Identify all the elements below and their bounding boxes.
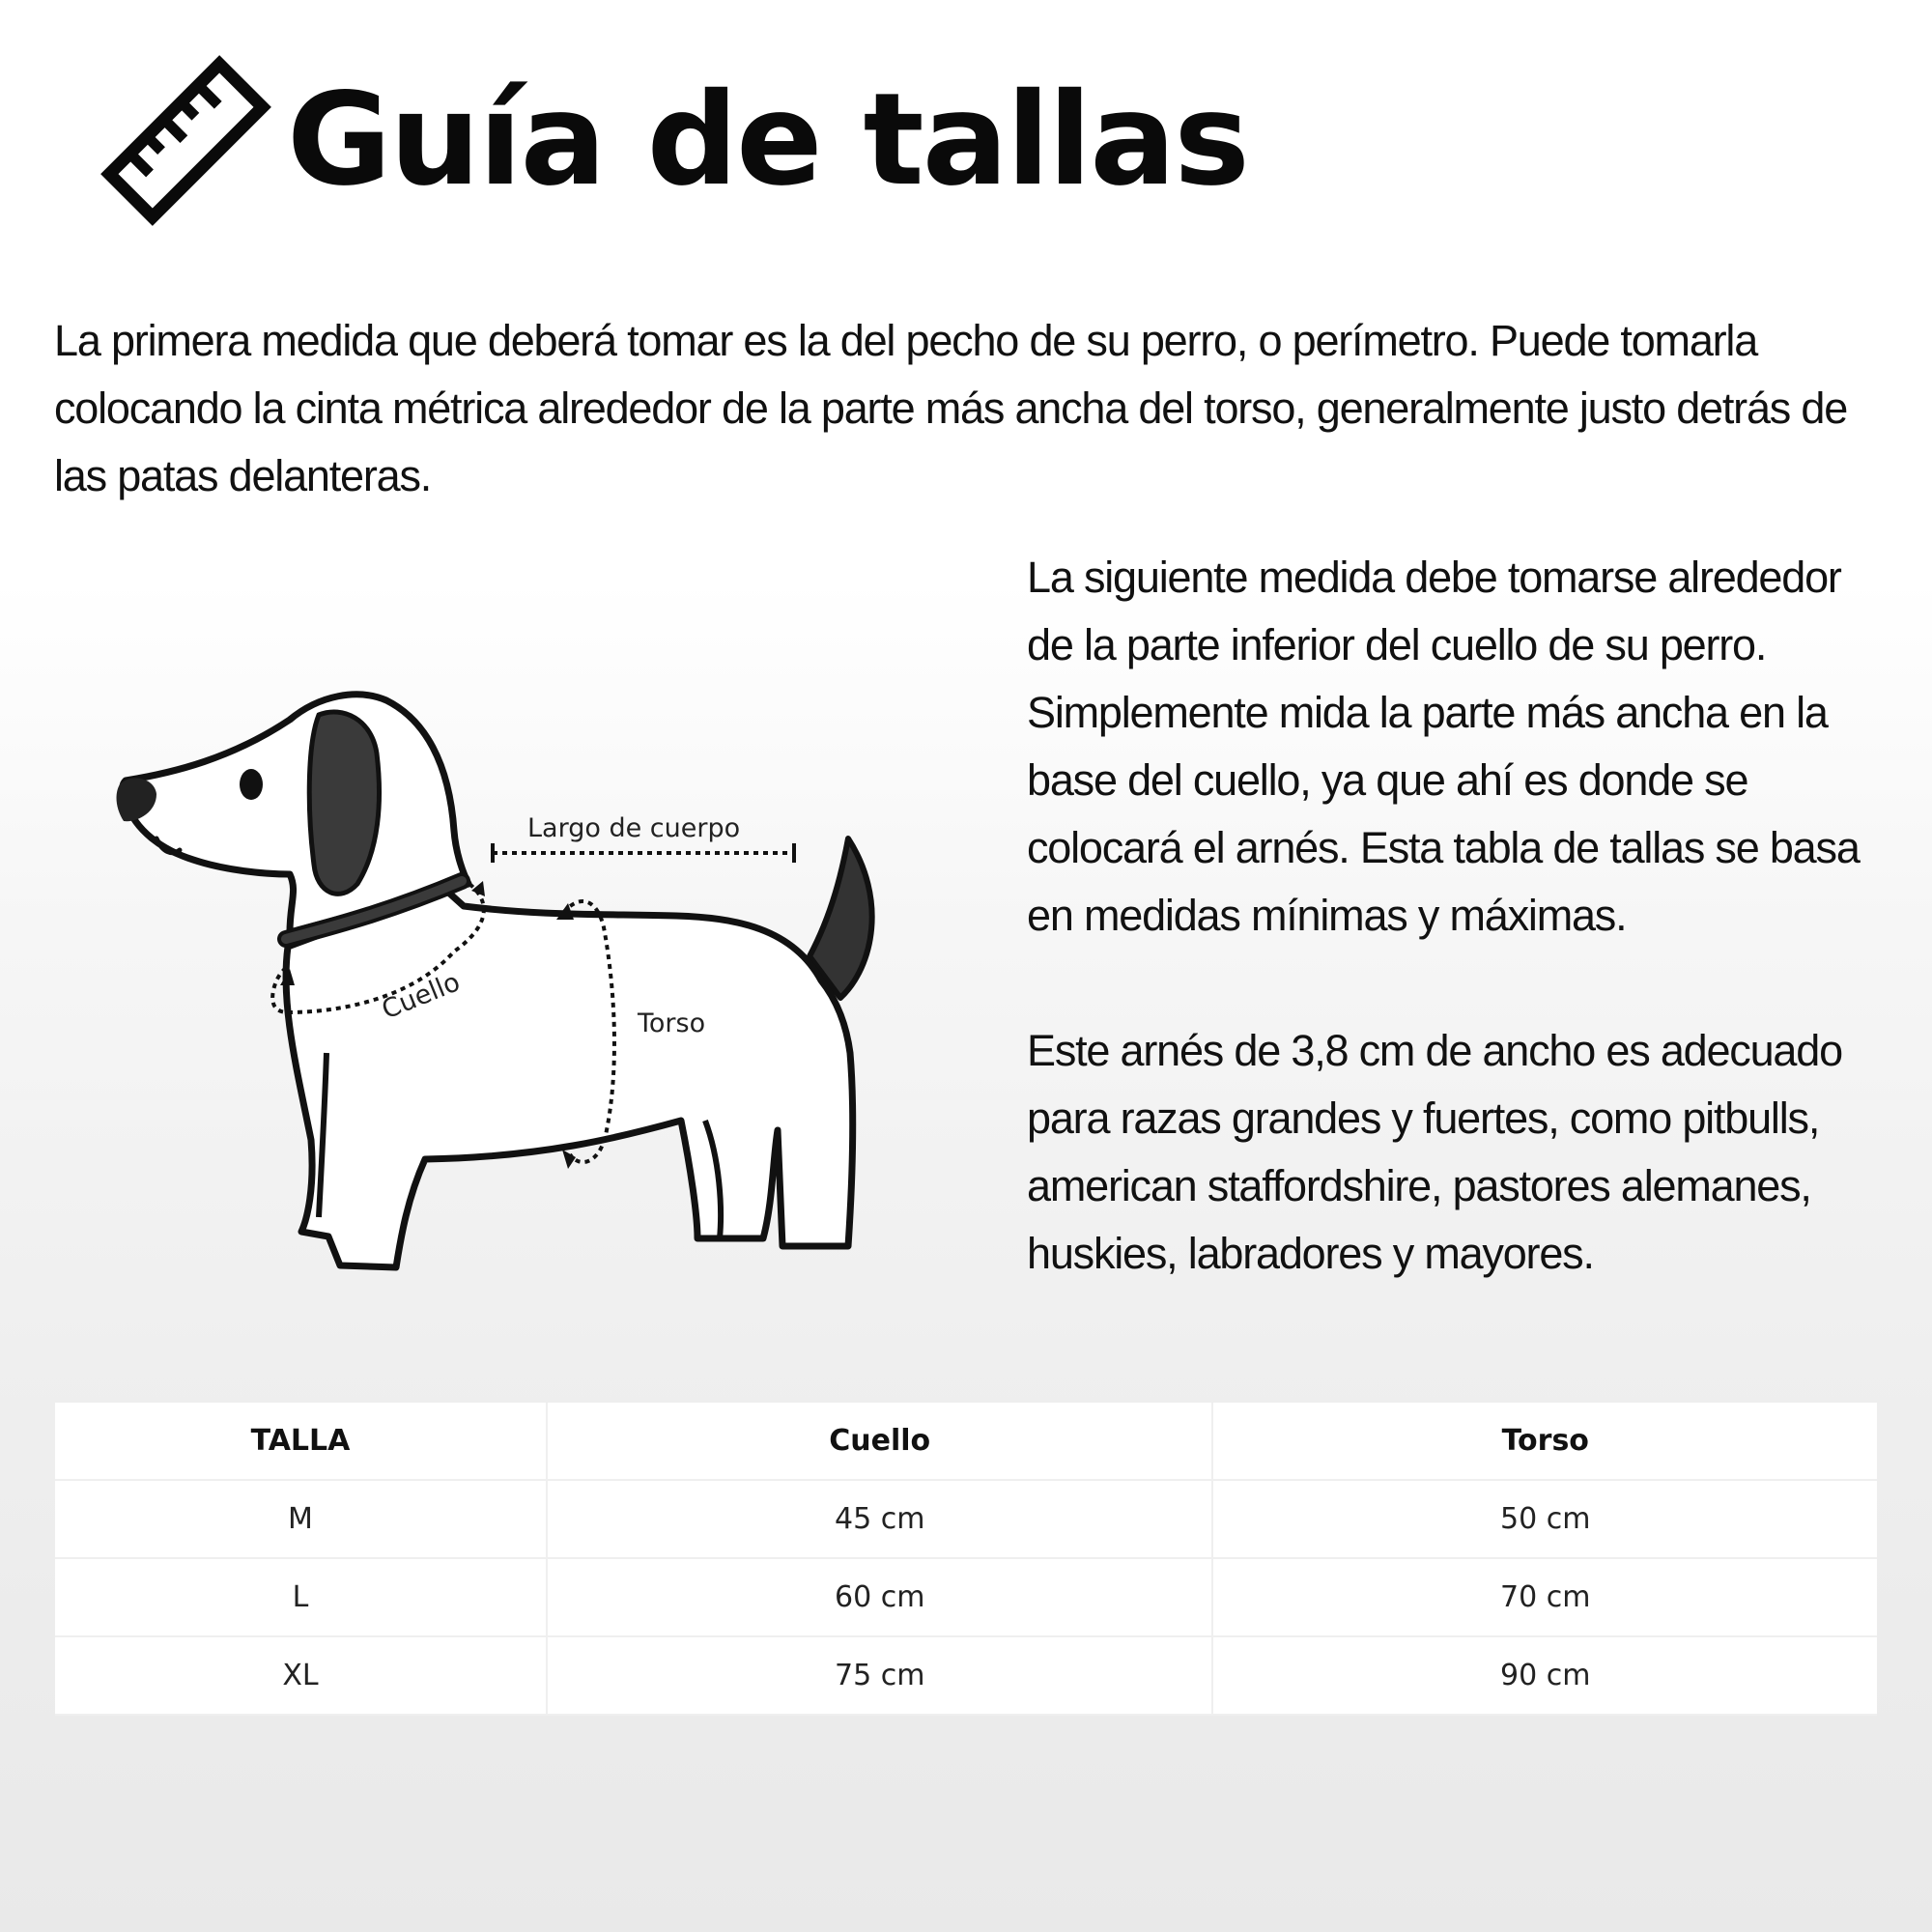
ruler-icon bbox=[97, 51, 275, 230]
table-row bbox=[55, 1480, 1877, 1558]
dog-measurement-diagram bbox=[97, 676, 898, 1285]
header bbox=[97, 48, 1248, 232]
cell-neck: 60 cm bbox=[547, 1558, 1213, 1636]
cell-size: L bbox=[55, 1558, 547, 1636]
cell-size: M bbox=[55, 1480, 547, 1558]
right-description bbox=[1027, 544, 1896, 1288]
table-row bbox=[55, 1636, 1877, 1715]
cell-torso: 50 cm bbox=[1212, 1480, 1877, 1558]
dog-ear bbox=[309, 712, 379, 894]
neck-paragraph: La siguiente medida debe tomarse alrededor de la parte inferior del cuello de su perro. Simplemente mida la parte más ancha en la base del cuello, ya que ahí es donde se colocará el arnés. Esta tabla de tallas se basa en medidas mínimas y máximas. bbox=[1027, 553, 1860, 940]
dog-eye bbox=[240, 769, 263, 800]
page-title: Guía de tallas bbox=[287, 66, 1248, 214]
dog-body bbox=[286, 889, 853, 1267]
header-torso: Torso bbox=[1212, 1403, 1877, 1480]
table-row bbox=[55, 1558, 1877, 1636]
size-table bbox=[55, 1403, 1877, 1716]
harness-paragraph: Este arnés de 3,8 cm de ancho es adecuado para razas grandes y fuertes, como pitbulls, american staffordshire, pastores alemanes, huskies, labradores y mayores. bbox=[1027, 1026, 1842, 1278]
label-torso: Torso bbox=[638, 1009, 706, 1038]
label-neck: Cuello bbox=[378, 967, 465, 1026]
cell-torso: 70 cm bbox=[1212, 1558, 1877, 1636]
header-cuello: Cuello bbox=[547, 1403, 1213, 1480]
intro-paragraph: La primera medida que deberá tomar es la del pecho de su perro, o perímetro. Puede tomarla colocando la cinta métrica alrededor de la parte más ancha del torso, generalmente justo detrás de las patas delanteras. bbox=[54, 316, 1848, 500]
cell-neck: 75 cm bbox=[547, 1636, 1213, 1715]
label-body-length: Largo de cuerpo bbox=[527, 813, 741, 843]
cell-size: XL bbox=[55, 1636, 547, 1715]
table-header-row bbox=[55, 1403, 1877, 1480]
cell-torso: 90 cm bbox=[1212, 1636, 1877, 1715]
header-talla: TALLA bbox=[55, 1403, 547, 1480]
cell-neck: 45 cm bbox=[547, 1480, 1213, 1558]
